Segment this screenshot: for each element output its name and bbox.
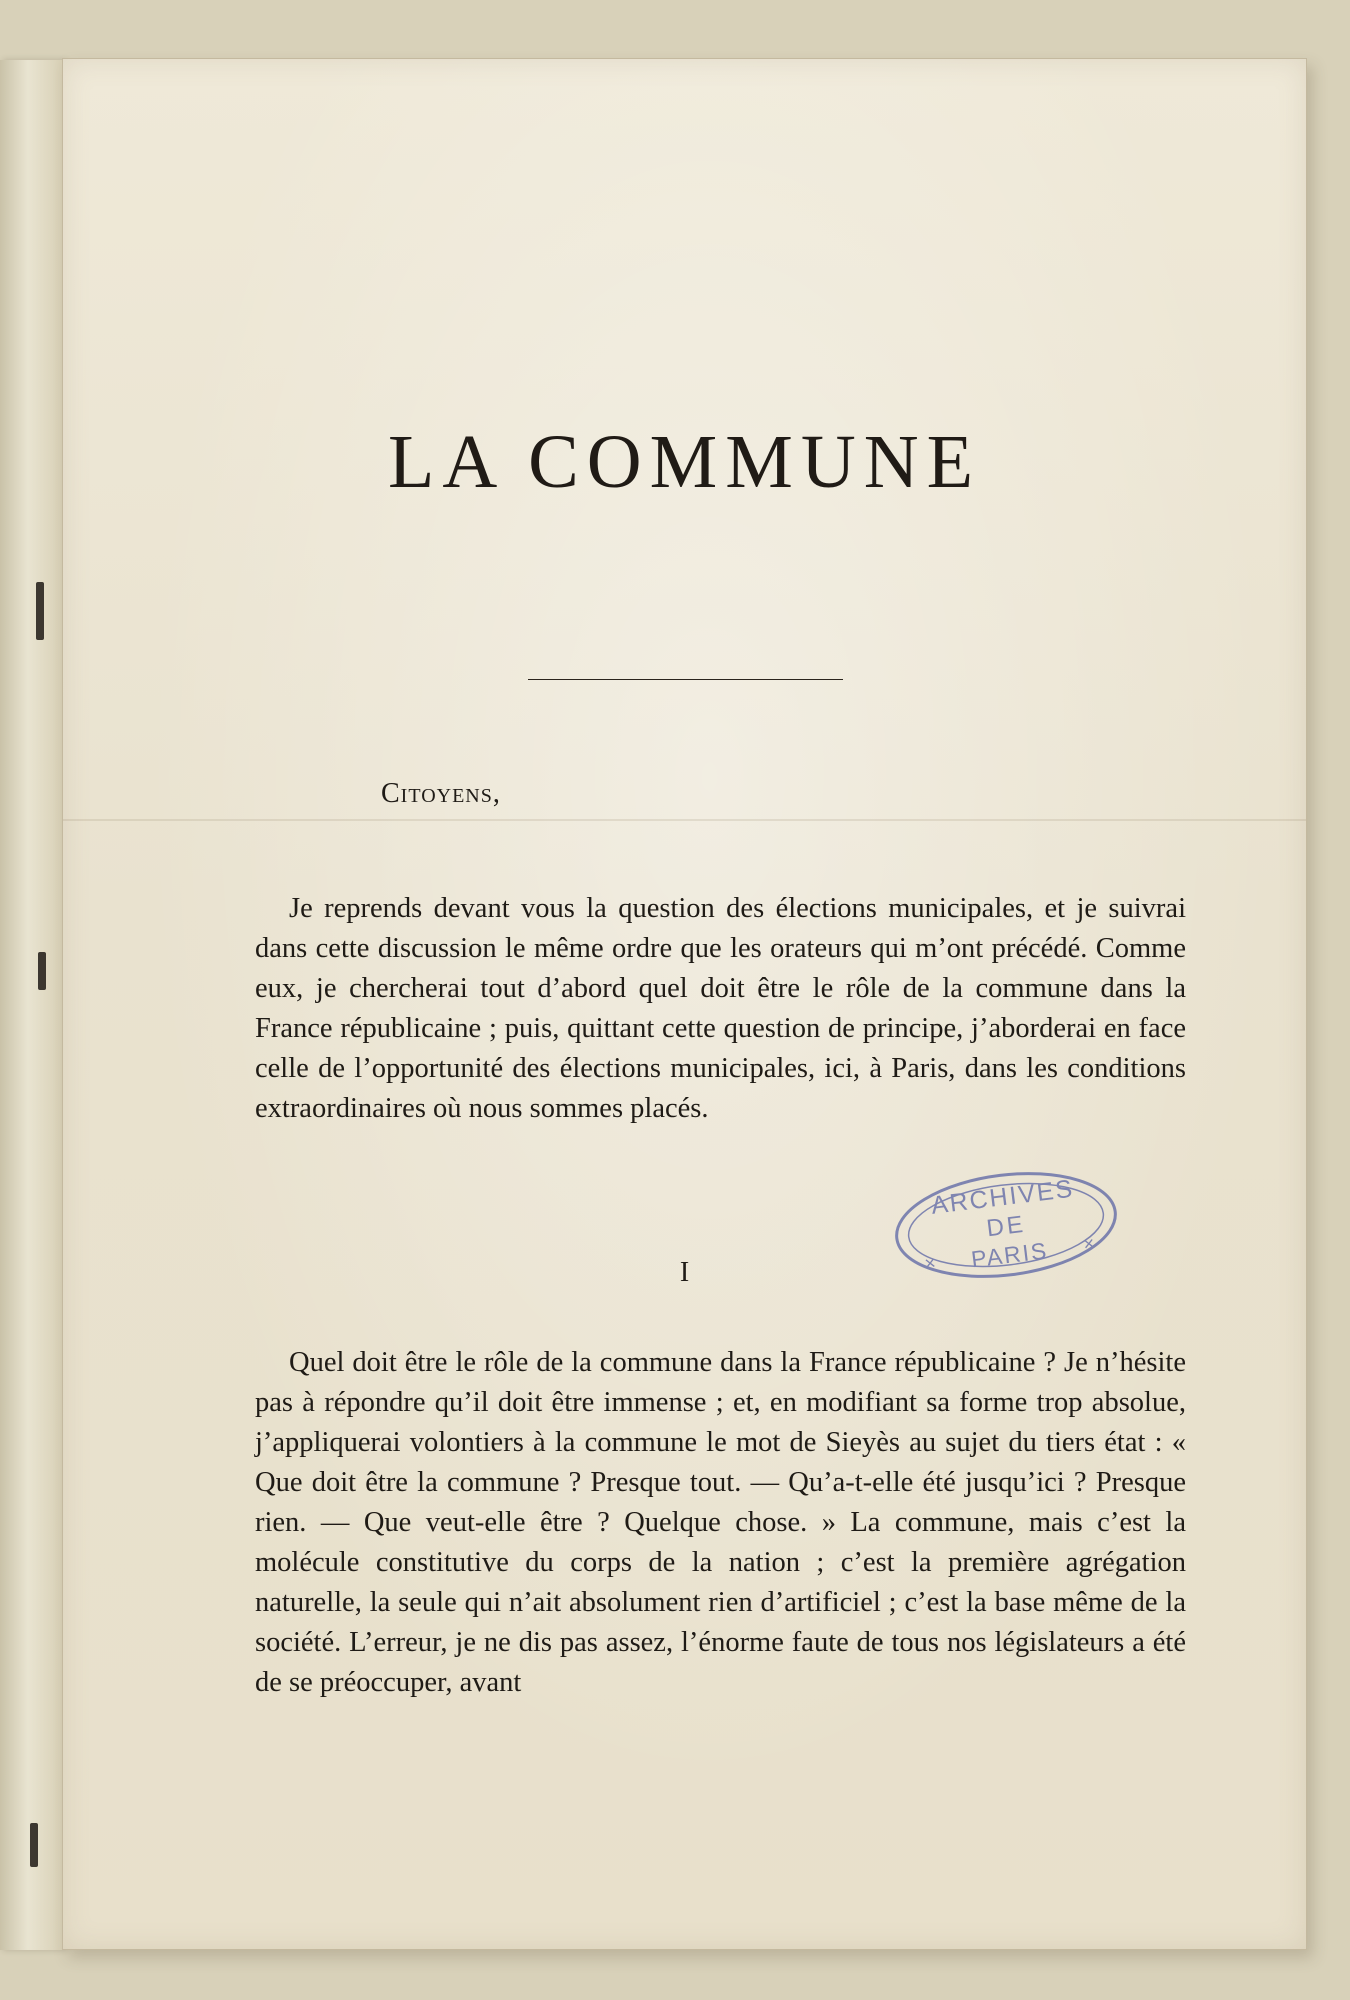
page-fold-line <box>63 819 1306 821</box>
stamp-bottom-text: PARIS <box>969 1237 1050 1273</box>
section-numeral: I <box>679 1257 690 1288</box>
torn-edge-mark-middle <box>38 952 46 990</box>
stamp-top-text: ARCHIVES <box>929 1174 1076 1220</box>
stamp-right-mark: × <box>1082 1233 1096 1256</box>
book-spine-strip <box>0 60 64 1950</box>
title-rule <box>528 679 843 680</box>
torn-edge-mark-top <box>36 582 44 640</box>
paragraph-2: Quel doit être le rôle de la commune dans la France républicaine ? Je n’hésite pas à répondre qu’il doit être immense ; et, en modifiant sa forme trop absolue, j’appliquerai volontiers à la commune le mot de Sieyès au sujet du tiers état : « Que doit être la commune ? Presque tout. — Qu’a-t-elle été jusqu’ici ? Presque rien. — Que veut-elle être ? Quelque chose. » La commune, mais c’est la molécule constitutive du corps de la nation ; c’est la première agrégation naturelle, la seule qui n’ait absolument rien d’artificiel ; c’est la base même de la société. L’erreur, je ne dis pas assez, l’énorme faute de tous nos législateurs a été de se préoccuper, avant <box>255 1347 1186 1698</box>
salutation: Citoyens, <box>381 778 501 809</box>
paragraph-1: Je reprends devant vous la question des élections municipales, et je suivrai dans cette discussion le même ordre que les orateurs qui m’ont précédé. Comme eux, je chercherai tout d’abord quel doit être le rôle de la commune dans la France républicaine ; puis, quittant cette question de principe, j’aborderai en face celle de l’opportunité des élections municipales, ici, à Paris, dans les conditions extraordinaires où nous sommes placés. <box>255 893 1186 1124</box>
document-page <box>62 58 1307 1950</box>
stamp-left-mark: × <box>923 1252 937 1276</box>
torn-edge-mark-bottom <box>30 1823 38 1867</box>
page-title: LA COMMUNE <box>387 420 982 504</box>
stamp-middle-text: DE <box>985 1210 1028 1243</box>
